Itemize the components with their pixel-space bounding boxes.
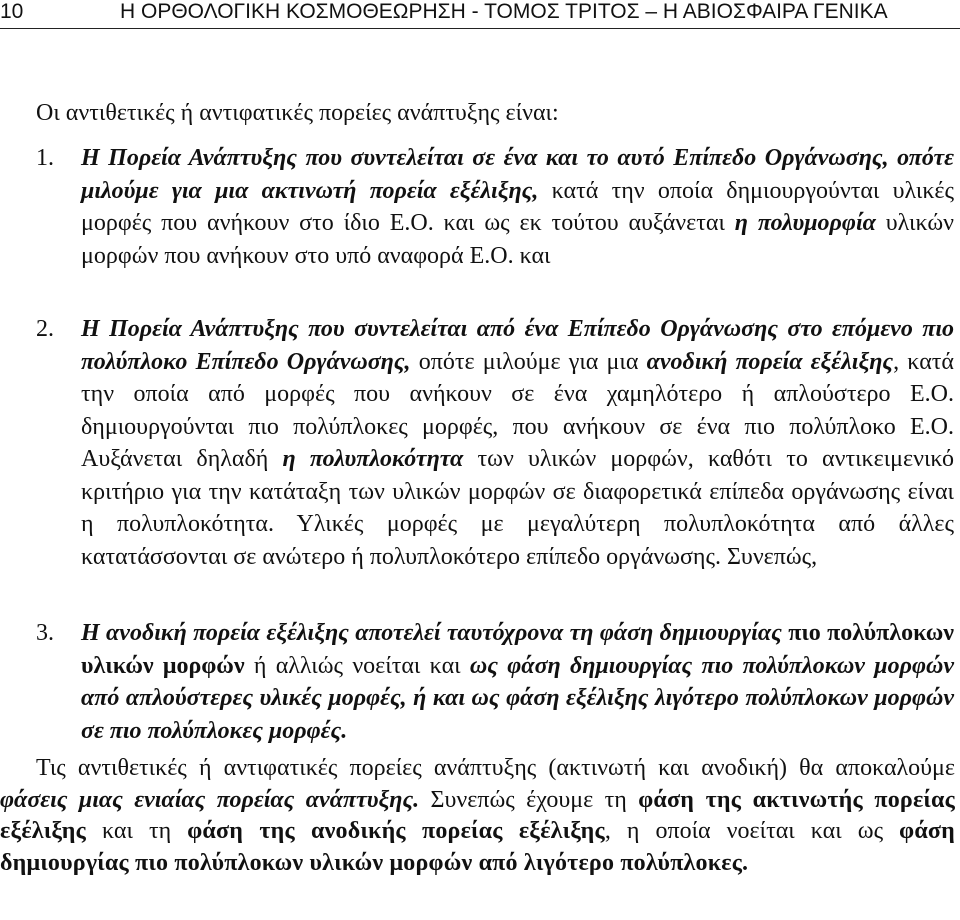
emphasis-bold: φάση δημιουργίας πιο πολύπλοκων υλικών μορφών από λιγότερο πολύπλοκες. (0, 818, 955, 876)
text-run: οπότε μιλούμε για μια (410, 348, 647, 375)
emphasis-bold-italic: η πολυμορφία (734, 210, 876, 236)
list-item-text (36, 313, 954, 573)
emphasis-bold-italic: Η Πορεία Ανάπτυξης που συντελείται σε ένα και το αυτό Επίπεδο Οργάνωσης, οπότε μιλούμε για μια ακτινωτή πορεία εξέλιξης, (81, 145, 954, 204)
text-run: και τη (85, 818, 188, 844)
emphasis-bold-italic: φάση δημιουργίας (599, 620, 782, 646)
text-run: υλικών μορφών που ανήκουν στο υπό αναφορά Ε.Ο. και (81, 210, 954, 269)
list-item-text (36, 617, 954, 747)
text-run: Τις αντιθετικές ή αντιφατικές πορείες ανάπτυξης (ακτινωτή και ανοδική) θα αποκαλούμε (36, 755, 955, 781)
emphasis-bold-italic: ανοδική πορεία εξέλιξης (646, 348, 894, 375)
text-run: , κατά την οποία από μορφές που ανήκουν σε ένα χαμηλότερο ή απλούστερο Ε.Ο. δημιουργούνται πιο πολύπλοκες μορφές, που ανήκουν σε ένα πιο πολύπλοκο Ε.Ο. Αυξάνεται δηλαδή (81, 348, 954, 472)
emphasis-bold-italic: ως φάση δημιουργίας πιο πολύπλοκων μορφών από απλούστερες υλικές μορφές, ή και ως φάση εξέλιξης λιγότερο πολύπλοκων μορφών σε πιο πολύπλοκες μορφές. (81, 652, 955, 744)
emphasis-bold-italic: από ένα Επίπεδο Οργάνωσης στο επόμενο πιο πολύπλοκο Επίπεδο Οργάνωσης, (81, 316, 955, 375)
text-run: των υλικών μορφών, καθότι το αντικειμενικό κριτήριο για την κατάταξη των υλικών μορφών σε διαφορετικά επίπεδα οργάνωσης είναι η πολυπλοκότητα. Υλικές μορφές με μεγαλύτερη πολυπλοκότητα από άλλες κατατάσσονται σε ανώτερο ή πολυπλοκότερο επίπεδο οργάνωσης. Συνεπώς, (81, 446, 954, 570)
list-number: 3. (36, 620, 54, 646)
list-number: 1. (36, 145, 54, 171)
emphasis-bold-italic: φάσεις μιας ενιαίας πορείας ανάπτυξης. (0, 786, 420, 813)
page-header (0, 0, 960, 29)
emphasis-bold: φάση της ακτινωτής πορείας εξέλιξης (0, 786, 955, 844)
list-item-3 (36, 617, 954, 747)
running-title: Η ΟΡΘΟΛΟΓΙΚΗ ΚΟΣΜΟΘΕΩΡΗΣΗ - ΤΟΜΟΣ ΤΡΙΤΟΣ – Η ΑΒΙΟΣΦΑΙΡΑ ΓΕΝΙΚΑ (120, 0, 888, 23)
emphasis-bold-italic: η πολυπλοκότητα (282, 446, 464, 472)
text-run: , η οποία νοείται και ως (604, 818, 900, 844)
text-run: ή αλλιώς νοείται και (244, 652, 470, 679)
text-run (467, 316, 476, 342)
text-run: Συνεπώς έχουμε τη (419, 786, 639, 813)
emphasis-bold-italic: Η Πορεία Ανάπτυξης που συντελείται (81, 316, 468, 342)
emphasis-bold: φάση της ανοδικής πορείας εξέλιξης (187, 818, 605, 844)
page-number: 10 (0, 0, 24, 23)
list-item-1 (36, 142, 954, 272)
list-item-2 (36, 313, 954, 573)
emphasis-bold: πιο πολύπλοκων υλικών μορφών (81, 620, 955, 679)
list-number: 2. (36, 316, 54, 342)
emphasis-bold-italic: Η ανοδική πορεία εξέλιξης αποτελεί ταυτόχρονα τη (81, 620, 594, 646)
list-item-text (36, 142, 954, 272)
closing-paragraph (0, 753, 955, 879)
text-run: κατά την οποία δημιουργούνται υλικές μορφές που ανήκουν στο ίδιο Ε.Ο. και ως εκ τούτου αυξάνεται (81, 177, 954, 236)
intro-line: Οι αντιθετικές ή αντιφατικές πορείες ανάπτυξης είναι: (36, 100, 559, 126)
